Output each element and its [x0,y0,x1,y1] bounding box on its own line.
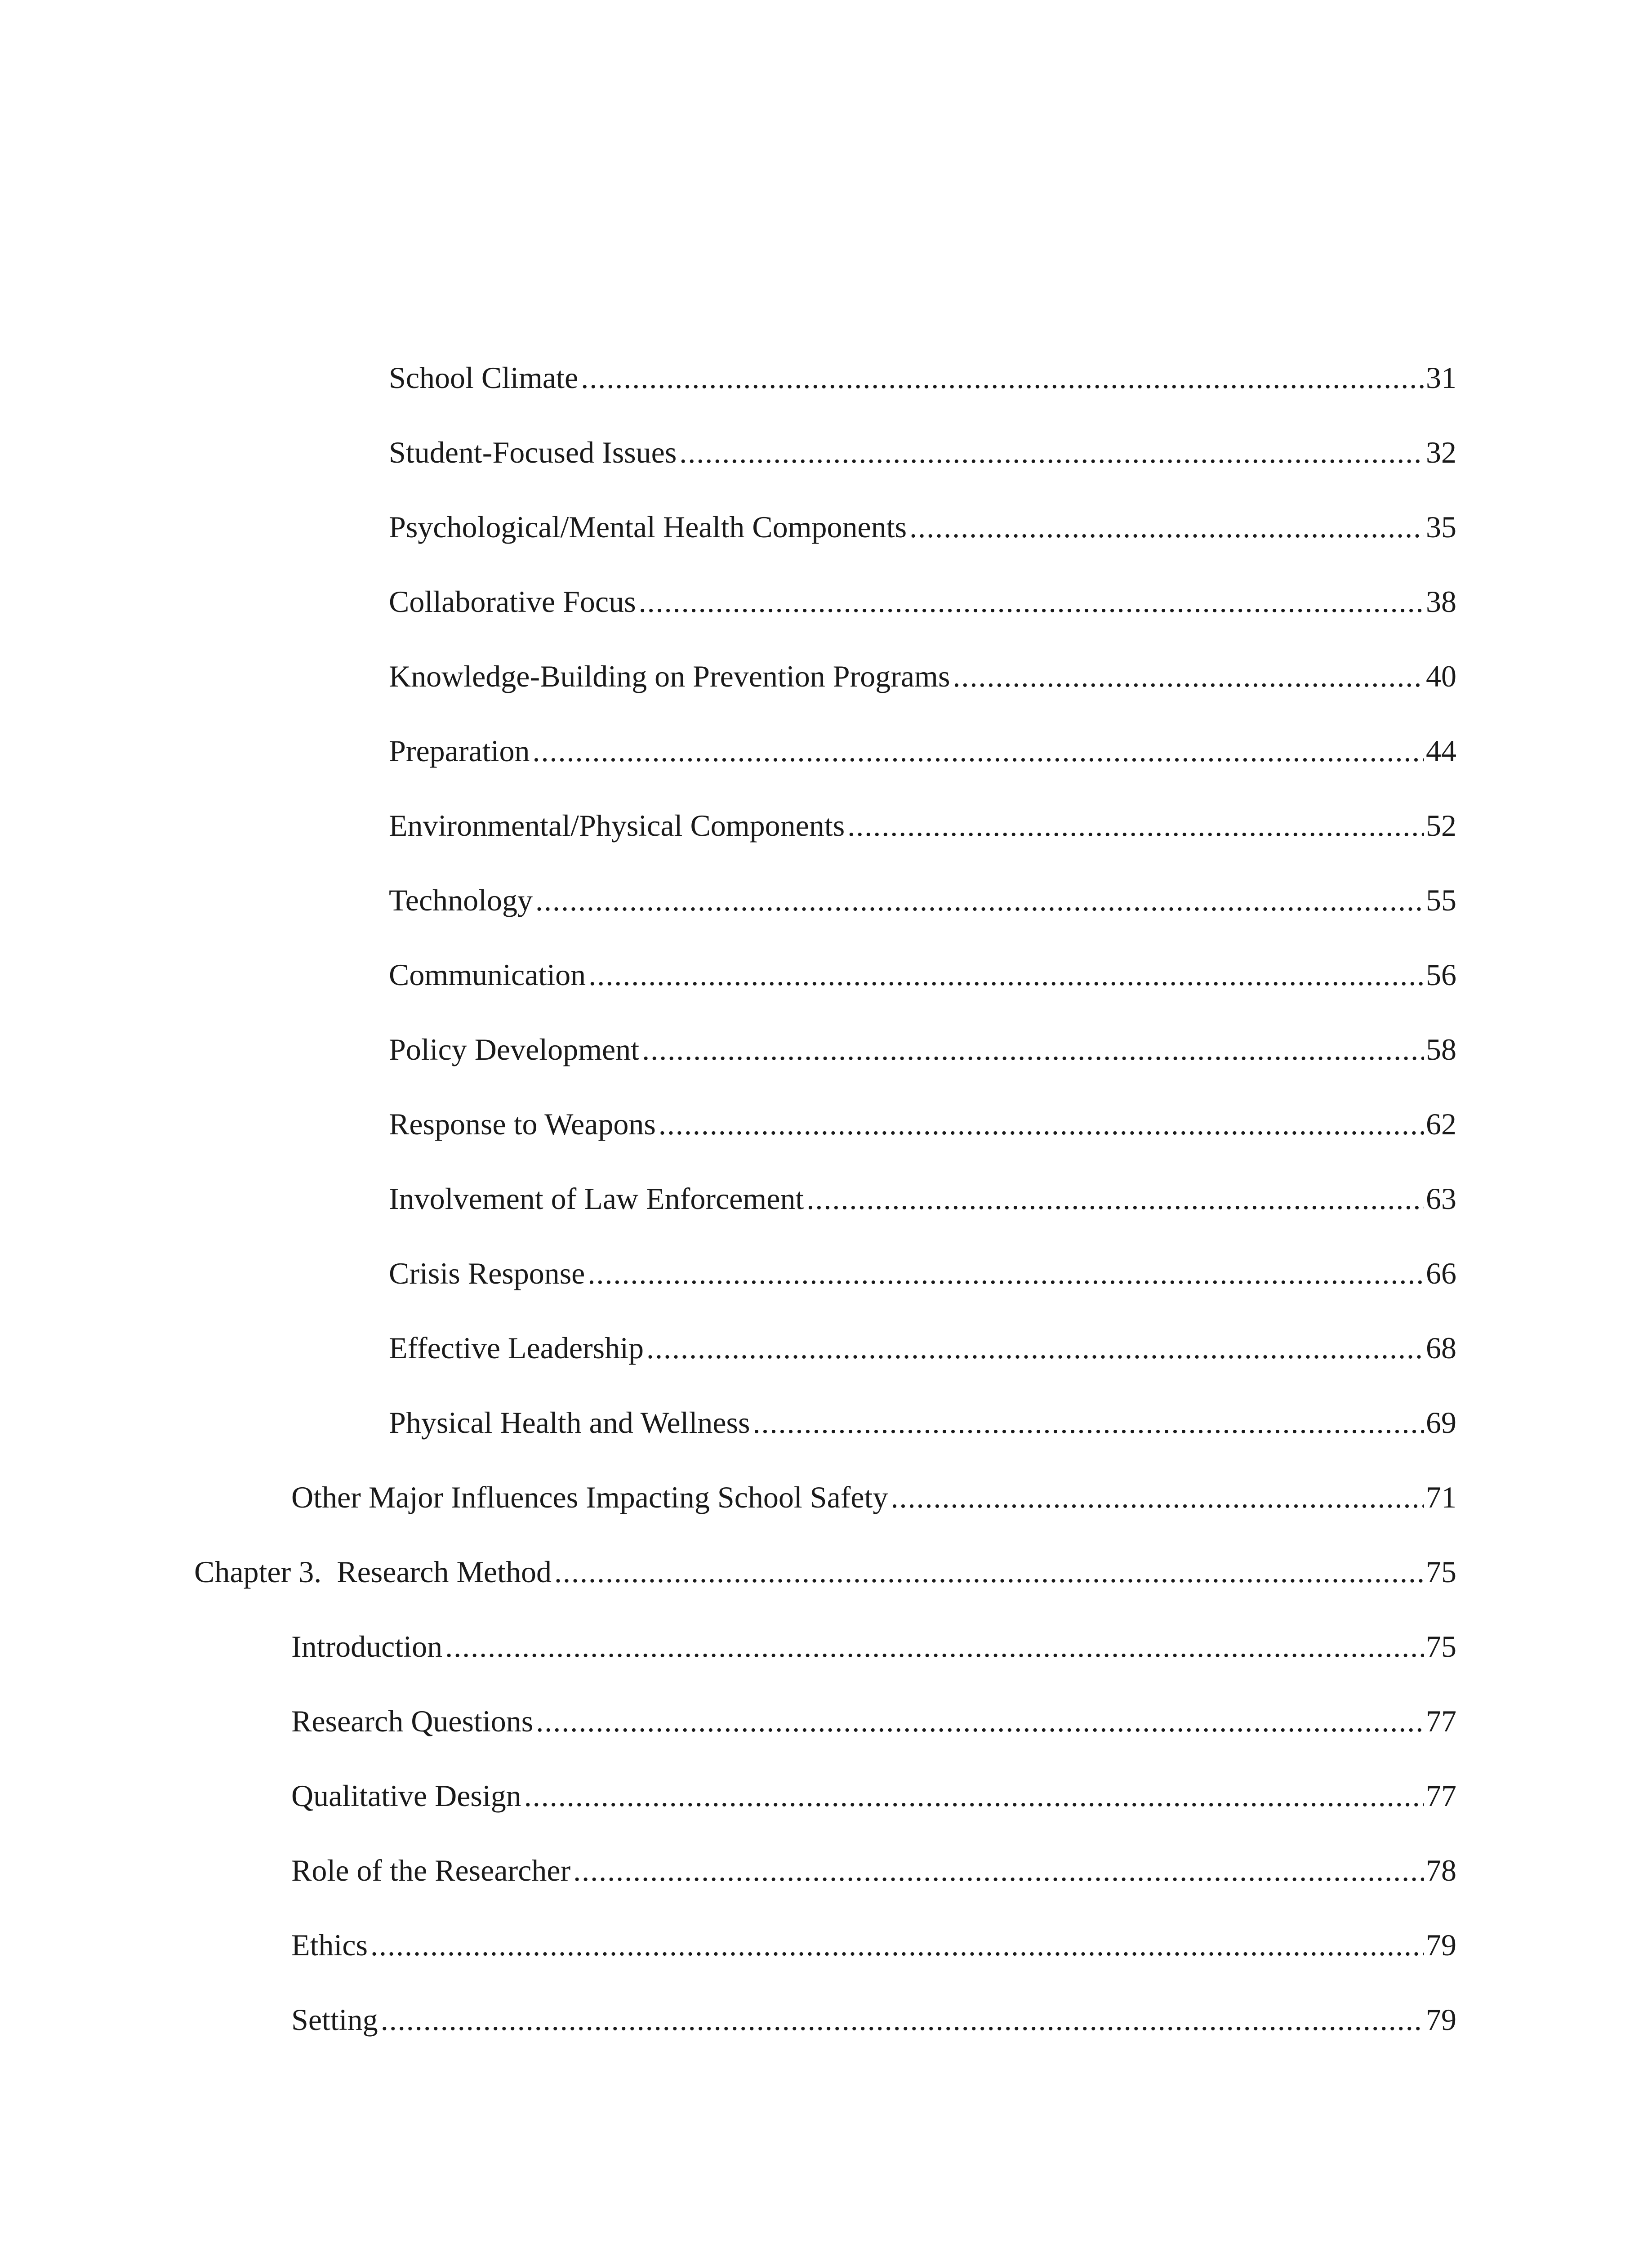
toc-entry-page: 40 [1426,659,1456,693]
toc-entry [389,355,1456,400]
toc-dot-leader [847,803,1424,848]
toc-entry-page: 63 [1426,1182,1456,1216]
toc-entry-page: 78 [1426,1853,1456,1887]
toc-entry-page: 62 [1426,1107,1456,1141]
toc-entry-page: 77 [1426,1704,1456,1738]
toc-dot-leader [588,1251,1424,1296]
toc-dot-leader [554,1549,1424,1594]
toc-dot-leader [642,1027,1424,1072]
toc-entry-page: 68 [1426,1331,1456,1365]
toc-entry-title: Qualitative Design [291,1779,521,1813]
toc-dot-leader [581,355,1424,400]
toc-entry-page: 69 [1426,1405,1456,1440]
toc-entry-title: Chapter 3. Research Method [194,1555,552,1589]
toc-dot-leader [679,430,1424,475]
toc-dot-leader [646,1325,1424,1370]
toc-entry [389,952,1456,997]
toc-dot-leader [588,952,1424,997]
toc-entry [291,1699,1456,1744]
toc-entry-page: 71 [1426,1480,1456,1514]
toc-dot-leader [806,1176,1424,1221]
toc-entry [389,654,1456,699]
toc-entry-page: 31 [1426,361,1456,395]
toc-chapter-entry [194,1549,1456,1594]
toc-dot-leader [524,1773,1424,1818]
toc-entry-title: Psychological/Mental Health Components [389,510,907,544]
toc-entry-page: 52 [1426,808,1456,843]
toc-entry-title: Communication [389,958,586,992]
toc-dot-leader [891,1475,1425,1520]
toc-entry-page: 35 [1426,510,1456,544]
toc-entry [389,1102,1456,1146]
toc-entry [291,1624,1456,1669]
toc-entry [291,1997,1456,2042]
toc-entry-title: Effective Leadership [389,1331,644,1365]
toc-entry [291,1773,1456,1818]
toc-entry [389,579,1456,624]
toc-entry [389,430,1456,475]
toc-entry-title: Preparation [389,734,530,768]
toc-entry-title: Introduction [291,1629,443,1664]
toc-dot-leader [573,1848,1424,1893]
toc-entry [291,1922,1456,1967]
toc-entry-page: 32 [1426,435,1456,469]
toc-entry [389,1251,1456,1296]
toc-dot-leader [532,728,1424,773]
toc-dot-leader [536,1699,1424,1744]
toc-entry-page: 55 [1426,883,1456,917]
toc-entry [389,1027,1456,1072]
toc-entry [389,1325,1456,1370]
toc-entry [291,1848,1456,1893]
toc-entry-page: 79 [1426,1928,1456,1962]
toc-entry [389,1176,1456,1221]
toc-entry [291,1475,1456,1520]
toc-dot-leader [659,1102,1424,1146]
toc-entry-page: 38 [1426,584,1456,619]
toc-entry-title: Setting [291,2003,378,2037]
toc-dot-leader [535,878,1424,923]
toc-entry-title: Other Major Influences Impacting School Safety [291,1480,888,1514]
toc-entry-title: Physical Health and Wellness [389,1405,750,1440]
toc-entry-title: Ethics [291,1928,368,1962]
toc-entry-title: Research Questions [291,1704,534,1738]
toc-entry-page: 79 [1426,2003,1456,2037]
toc-entry-title: Policy Development [389,1032,640,1066]
toc-entry [389,1400,1456,1445]
toc-entry-title: Crisis Response [389,1256,585,1290]
toc-entry-page: 75 [1426,1555,1456,1589]
toc-entry [389,504,1456,549]
toc-entry-page: 44 [1426,734,1456,768]
toc-entry-title: School Climate [389,361,579,395]
toc-entry-title: Environmental/Physical Components [389,808,845,843]
toc-dot-leader [753,1400,1424,1445]
toc-dot-leader [370,1922,1424,1967]
toc-dot-leader [953,654,1424,699]
toc-entry-title: Student-Focused Issues [389,435,677,469]
toc-dot-leader [381,1997,1424,2042]
toc-entry-title: Technology [389,883,533,917]
toc-entry-page: 77 [1426,1779,1456,1813]
toc-entry-title: Role of the Researcher [291,1853,571,1887]
toc-entry-page: 56 [1426,958,1456,992]
toc-dot-leader [639,579,1424,624]
toc-entry [389,878,1456,923]
toc-entry [389,728,1456,773]
toc-entry-title: Collaborative Focus [389,584,636,619]
toc-dot-leader [445,1624,1424,1669]
toc-entry-title: Response to Weapons [389,1107,656,1141]
toc-entry [389,803,1456,848]
toc-entry-page: 58 [1426,1032,1456,1066]
toc-dot-leader [909,504,1424,549]
toc-entry-title: Involvement of Law Enforcement [389,1182,804,1216]
toc-entry-page: 66 [1426,1256,1456,1290]
toc-entry-page: 75 [1426,1629,1456,1664]
toc-entry-title: Knowledge-Building on Prevention Programs [389,659,950,693]
